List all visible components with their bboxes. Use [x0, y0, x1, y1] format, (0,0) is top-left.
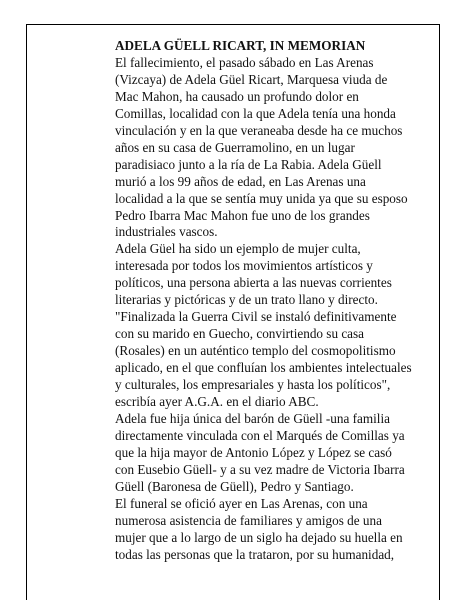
article-body [115, 55, 433, 564]
text-line: paradisiaco junto a la ría de La Rabia. Adela Güell [115, 156, 382, 172]
text-line: todas las personas que la trataron, por su humanidad, [115, 546, 395, 562]
article-paragraph [115, 55, 433, 241]
text-line: años en su casa de Guerramolino, en un lugar [115, 139, 355, 155]
text-line: El fallecimiento, el pasado sábado en Las Arenas [115, 54, 374, 70]
text-line: mujer que a lo largo de un siglo ha dejado su huella en [115, 529, 403, 545]
article [115, 38, 433, 564]
text-line: con Eusebio Güell- y a su vez madre de Victoria Ibarra [115, 461, 405, 477]
article-paragraph [115, 411, 433, 496]
text-line: Adela fue hija única del barón de Güell -una familia [115, 410, 390, 426]
text-line: que la hija mayor de Antonio López y López se casó [115, 444, 392, 460]
text-line: con su marido en Guecho, convirtiendo su casa [115, 326, 365, 342]
text-line: industriales vascos. [115, 224, 218, 240]
article-paragraph [115, 241, 433, 411]
article-title: ADELA GÜELL RICART, IN MEMORIAN [115, 38, 366, 53]
text-line: escribía ayer A.G.A. en el diario ABC. [115, 394, 319, 410]
text-line: (Rosales) en un auténtico templo del cosmopolitismo [115, 343, 396, 359]
text-line: localidad a la que se sentía muy unida ya que su esposo [115, 190, 408, 206]
text-line: Mac Mahon, ha causado un profundo dolor en [115, 88, 359, 104]
text-line: Güell (Baronesa de Güell), Pedro y Santiago. [115, 478, 354, 494]
text-line: literarias y pictóricas y de un trato llano y directo. [115, 292, 378, 308]
text-line: "Finalizada la Guerra Civil se instaló definitivamente [115, 309, 397, 325]
text-line: aplicado, en el que confluían los ambientes intelectuales [115, 360, 412, 376]
text-line: y culturales, los empresariales y hasta los políticos", [115, 377, 391, 393]
text-line: El funeral se ofició ayer en Las Arenas, con una [115, 495, 368, 511]
text-line: numerosa asistencia de familiares y amigos de una [115, 512, 382, 528]
text-line: vinculación y en la que veraneaba desde ha ce muchos [115, 122, 403, 138]
text-line: directamente vinculada con el Marqués de Comillas ya [115, 427, 405, 443]
text-line: Adela Güel ha sido un ejemplo de mujer culta, [115, 241, 361, 257]
text-line: Pedro Ibarra Mac Mahon fue uno de los grandes [115, 207, 370, 223]
text-line: murió a los 99 años de edad, en Las Arenas una [115, 173, 366, 189]
text-line: interesada por todos los movimientos artísticos y [115, 258, 373, 274]
text-line: Comillas, localidad con la que Adela tenía una honda [115, 105, 396, 121]
text-line: políticos, una persona abierta a las nuevas corrientes [115, 275, 392, 291]
article-paragraph [115, 496, 433, 564]
text-line: (Vizcaya) de Adela Güel Ricart, Marquesa viuda de [115, 71, 388, 87]
